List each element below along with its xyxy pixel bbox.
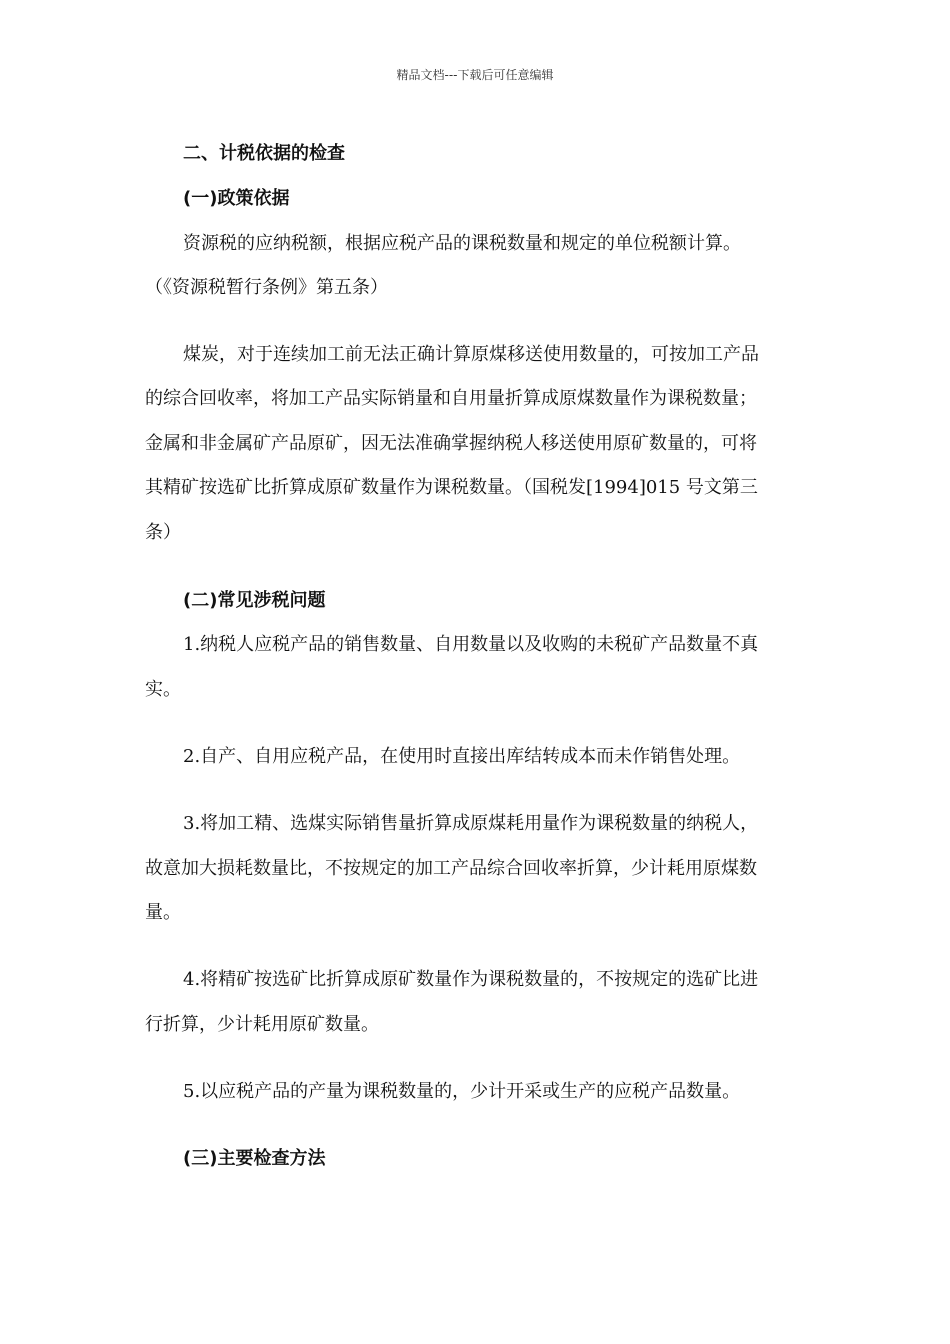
subsection-heading: (二)常见涉税问题 <box>183 590 326 611</box>
paragraph-line: 其精矿按选矿比折算成原矿数量作为课税数量。（国税发[1994]015 号文第三 <box>145 477 758 498</box>
page-header: 精品文档---下载后可任意编辑 <box>396 68 554 82</box>
list-item: 1.纳税人应税产品的销售数量、自用数量以及收购的未税矿产品数量不真 <box>183 634 759 655</box>
list-item: 故意加大损耗数量比，不按规定的加工产品综合回收率折算，少计耗用原煤数 <box>145 858 757 879</box>
list-item: 4.将精矿按选矿比折算成原矿数量作为课税数量的，不按规定的选矿比进 <box>183 969 759 990</box>
paragraph-line: 金属和非金属矿产品原矿，因无法准确掌握纳税人移送使用原矿数量的，可将 <box>145 433 757 454</box>
paragraph-line: 条） <box>145 522 181 543</box>
list-item: 5.以应税产品的产量为课税数量的，少计开采或生产的应税产品数量。 <box>183 1081 741 1102</box>
paragraph-line: 的综合回收率，将加工产品实际销量和自用量折算成原煤数量作为课税数量； <box>145 388 757 409</box>
list-item: 3.将加工精、选煤实际销售量折算成原煤耗用量作为课税数量的纳税人， <box>183 813 759 834</box>
section-title: 二、计税依据的检查 <box>183 143 345 164</box>
paragraph-line: 资源税的应纳税额，根据应税产品的课税数量和规定的单位税额计算。 <box>183 233 741 254</box>
list-item: 量。 <box>145 902 181 923</box>
list-item: 2.自产、自用应税产品，在使用时直接出库结转成本而未作销售处理。 <box>183 746 741 767</box>
subsection-heading: (一)政策依据 <box>183 188 290 209</box>
list-item: 实。 <box>145 679 181 700</box>
subsection-heading: (三)主要检查方法 <box>183 1148 326 1169</box>
paragraph-line: （《资源税暂行条例》第五条） <box>145 277 388 298</box>
list-item: 行折算，少计耗用原矿数量。 <box>145 1014 379 1035</box>
paragraph-line: 煤炭，对于连续加工前无法正确计算原煤移送使用数量的，可按加工产品 <box>183 344 759 365</box>
